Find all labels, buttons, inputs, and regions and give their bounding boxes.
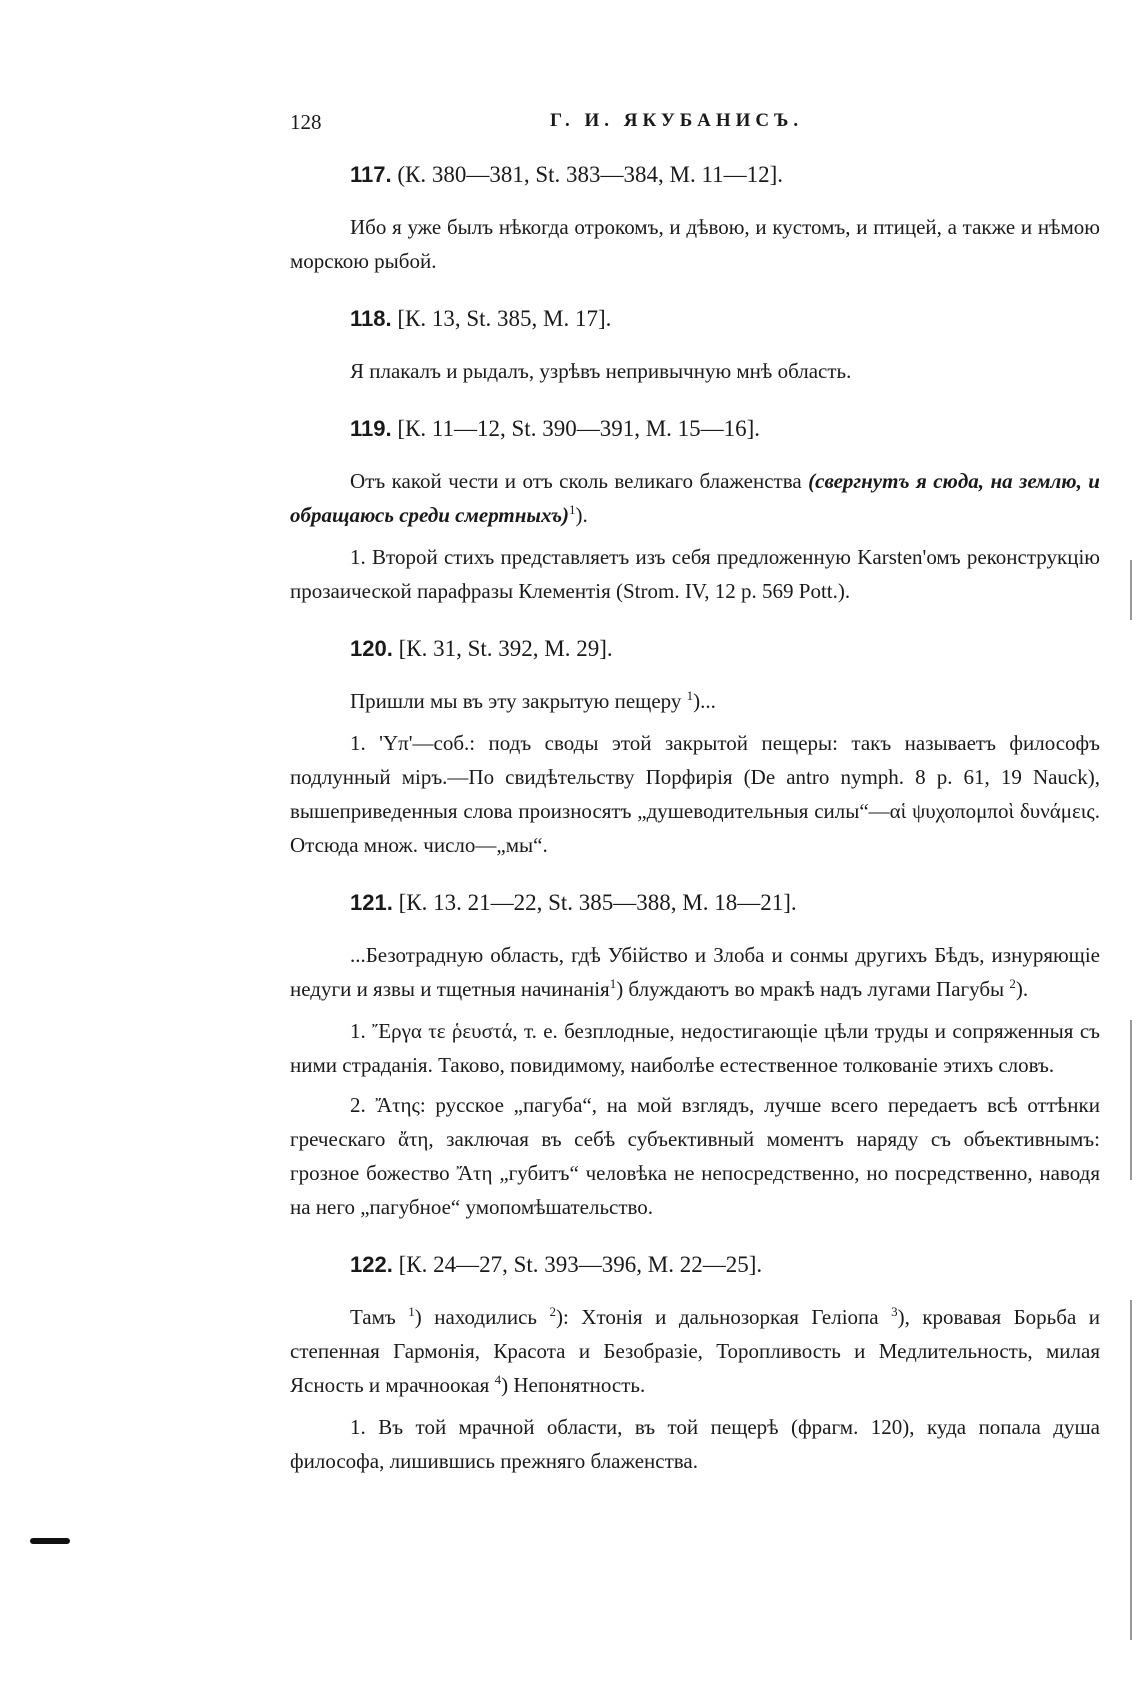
text-part: ) находились (414, 1305, 537, 1329)
fragment-119 (290, 414, 1100, 608)
fragment-117 (290, 160, 1100, 278)
fragment-heading (350, 160, 1100, 190)
page-edge-mark (1130, 1020, 1132, 1180)
fragment-text (290, 1300, 1100, 1402)
fragment-refs: (К. 380—381, St. 383—384, М. 11—12]. (397, 162, 784, 187)
page-header (290, 110, 1100, 150)
fragment-text: Ибо я уже былъ нѣкогда отрокомъ, и дѣвою, и кустомъ, и птицей, а также и нѣмою морскою рыбой. (290, 215, 1100, 273)
fragment-heading (350, 1250, 1100, 1280)
footnote: 1. 'Υπ'—соб.: подъ своды этой закрытой пещеры: такъ называетъ философъ подлунный міръ.—По свидѣтельству Порфирія (De antro nymph. 8 p. 61, 19 Nauck), вышеприведенныя слова произносятъ „душеводительныя силы“—αἱ ψυχοπομποὶ δυνάμεις. Отсюда множ. число—„мы“. (290, 731, 1100, 857)
fragment-heading (350, 888, 1100, 918)
fragment-number: 120. (350, 636, 393, 661)
fragment-refs: [К. 11—12, St. 390—391, М. 15—16]. (397, 416, 761, 441)
fragment-refs: [К. 31, St. 392, М. 29]. (398, 636, 613, 661)
fragment-number: 122. (350, 1252, 393, 1277)
fragment-heading (350, 634, 1100, 664)
text-part: ). (575, 503, 588, 527)
text-part: ...Безотрадную область, гдѣ Убійство и Злоба и сонмы другихъ Бѣдъ, изнуряющіе недуги и язвы и тщетныя начинанія (290, 943, 1100, 1001)
footnote-mark: 3 (891, 1304, 898, 1319)
fragment-refs: [К. 13. 21—22, St. 385—388, М. 18—21]. (398, 890, 797, 915)
footnote: 1. Ἔργα τε ῥευστά, т. е. безплодные, недостигающіе цѣли труды и сопряженныя съ ними страданія. Таково, повидимому, наиболѣе естественное толкованіе этихъ словъ. (290, 1019, 1100, 1077)
margin-mark (30, 1538, 70, 1544)
fragment-text (290, 464, 1100, 532)
fragment-refs: [К. 13, St. 385, М. 17]. (397, 306, 612, 331)
footnote-mark: 4 (494, 1372, 502, 1387)
fragment-number: 119. (350, 416, 392, 441)
fragment-heading (350, 414, 1100, 444)
fragment-text: Я плакалъ и рыдалъ, узрѣвъ непривычную мнѣ область. (350, 359, 852, 383)
page-edge-mark (1130, 560, 1132, 620)
footnote-mark: 2 (549, 1304, 556, 1319)
fragment-number: 118. (350, 306, 392, 331)
footnote-mark: 1 (609, 976, 617, 991)
text-part: ) блуждаютъ во мракѣ надъ лугами Пагубы (616, 977, 1005, 1001)
footnote-mark: 1 (686, 688, 694, 703)
footnote: 2. Ἄτης: русское „пагуба“, на мой взглядъ, лучше всего передаетъ всѣ оттѣнки греческаго ἄτη, заключая въ себѣ субъективный моментъ наряду съ объективнымъ: грозное божество Ἄτη „губитъ“ человѣка не непосредственно, но посредственно, наводя на него „пагубное“ умопомѣшательство. (290, 1093, 1100, 1219)
footnote-mark: 1 (408, 1304, 415, 1319)
footnote-mark: 2 (1009, 976, 1016, 991)
footnote: 1. Въ той мрачной области, въ той пещерѣ (фрагм. 120), куда попала душа философа, лишившись прежняго блаженства. (290, 1415, 1100, 1473)
text-part: ). (1015, 977, 1029, 1001)
page-content (290, 160, 1100, 1478)
page-number: 128 (290, 110, 322, 134)
fragment-text (290, 938, 1100, 1006)
fragment-118 (290, 304, 1100, 388)
text-part: Тамъ (350, 1305, 396, 1329)
fragment-122 (290, 1250, 1100, 1478)
page-edge-mark (1130, 1300, 1132, 1640)
fragment-refs: [К. 24—27, St. 393—396, М. 22—25]. (398, 1252, 763, 1277)
text-part: Пришли мы въ эту закрытую пещеру (350, 689, 682, 713)
text-part: ), кровавая Борьба и степенная Гармонія, Красота и Безобразіе, Торопливость и Медлительность, милая Ясность и мрачноокая (290, 1305, 1100, 1397)
text-part: ) Непонятность. (501, 1373, 646, 1397)
footnote-mark: 1 (569, 502, 576, 517)
fragment-121 (290, 888, 1100, 1224)
fragment-heading (350, 304, 1100, 334)
fragment-120 (290, 634, 1100, 862)
fragment-text (290, 684, 1100, 718)
fragment-number: 117. (350, 162, 392, 187)
fragment-number: 121. (350, 890, 393, 915)
text-part: ): Хтонія и дальнозоркая Геліопа (555, 1305, 879, 1329)
italic-text-part: (свергнутъ я сюда, на землю, и обращаюсь среди смертныхъ) (290, 469, 1100, 527)
text-part: Отъ какой чести и отъ сколь великаго блаженства (350, 469, 802, 493)
running-title: Г. И. ЯКУБАНИСЪ. (550, 110, 804, 131)
footnote: 1. Второй стихъ представляетъ изъ себя предложенную Karsten'омъ реконструкцію прозаической парафразы Клементія (Strom. IV, 12 p. 569 Pott.). (290, 545, 1100, 603)
text-part: )... (693, 689, 716, 713)
